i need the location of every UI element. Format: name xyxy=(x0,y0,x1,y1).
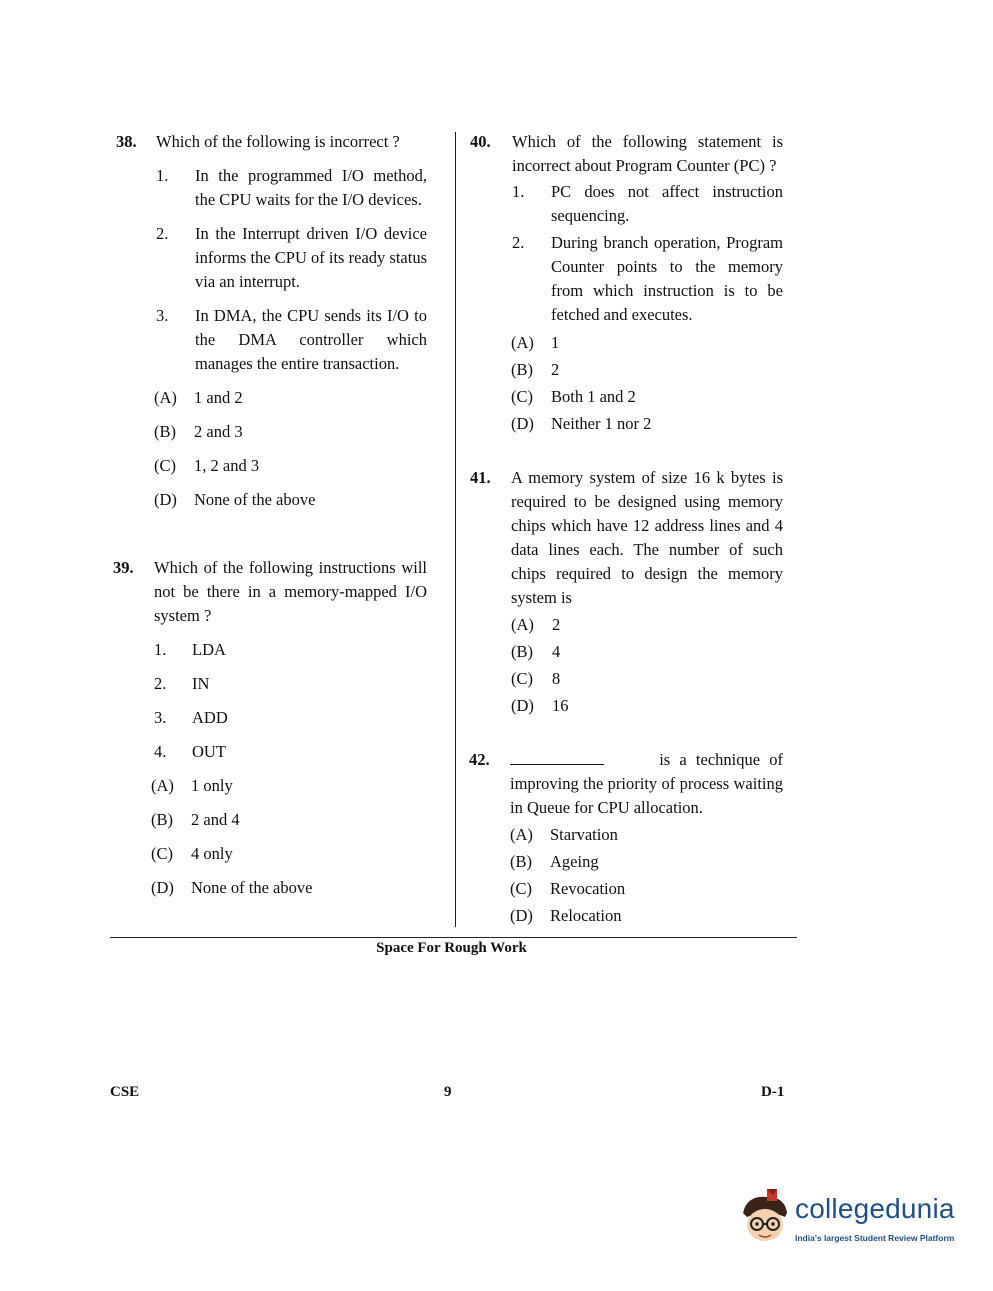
instruction-item: 1. LDA xyxy=(154,640,226,659)
question-number: 38. xyxy=(116,132,137,151)
answer-option[interactable]: (A) 2 xyxy=(511,615,561,634)
answer-option[interactable]: (D) 16 xyxy=(511,696,569,715)
brand-name: collegedunia xyxy=(795,1193,955,1224)
question-number: 41. xyxy=(470,468,491,487)
question-text: Which of the following statement is incorrect about Program Counter (PC) ? xyxy=(512,132,783,175)
answer-option[interactable]: (B) 4 xyxy=(511,642,561,661)
answer-option[interactable]: (C) 4 only xyxy=(151,844,233,863)
instruction-item: 4. OUT xyxy=(154,742,226,761)
answer-option[interactable]: (B) 2 and 3 xyxy=(154,422,243,441)
rough-work-rule xyxy=(110,937,797,938)
left-column xyxy=(113,130,427,900)
statement-item: 1. In the programmed I/O method, the CPU waits for the I/O devices. xyxy=(156,166,427,209)
answer-option[interactable]: (B) 2 xyxy=(511,360,560,379)
answer-option[interactable]: (D) None of the above xyxy=(154,490,316,509)
fill-blank xyxy=(510,750,604,765)
answer-option[interactable]: (C) 8 xyxy=(511,669,561,688)
statement-item: 2. During branch operation, Program Counter points to the memory from which instruction is to be fetched and executes. xyxy=(512,233,783,324)
question-number: 39. xyxy=(113,558,134,577)
footer-subject: CSE xyxy=(110,1084,140,1100)
instruction-item: 3. ADD xyxy=(154,708,228,727)
column-divider xyxy=(455,132,456,927)
statement-item: 1. PC does not affect instruction sequencing. xyxy=(512,182,783,225)
collegedunia-logo xyxy=(737,1187,962,1257)
instruction-item: 2. IN xyxy=(154,674,210,693)
answer-option[interactable]: (A) Starvation xyxy=(510,825,618,844)
question-text: Which of the following is incorrect ? xyxy=(156,132,400,151)
answer-option[interactable]: (C) Both 1 and 2 xyxy=(511,387,636,406)
answer-option[interactable]: (A) 1 only xyxy=(151,776,233,795)
answer-option[interactable]: (D) Relocation xyxy=(510,906,622,925)
statement-item: 3. In DMA, the CPU sends its I/O to the DMA controller which manages the entire transaction. xyxy=(156,306,427,373)
question-39 xyxy=(113,556,427,900)
answer-option[interactable]: (A) 1 and 2 xyxy=(154,388,243,407)
question-text: Which of the following instructions will not be there in a memory-mapped I/O system ? xyxy=(154,558,427,625)
question-text: A memory system of size 16 k bytes is required to be designed using memory chips which have 12 address lines and 4 data lines each. The number of such chips required to design the memory system is xyxy=(511,468,783,607)
brand-tagline: India's largest Student Review Platform xyxy=(795,1233,955,1243)
statement-item: 2. In the Interrupt driven I/O device informs the CPU of its ready status via an interrupt. xyxy=(156,224,427,291)
right-column xyxy=(470,130,783,928)
question-40 xyxy=(470,130,783,436)
rough-work-label: Space For Rough Work xyxy=(376,940,527,956)
answer-option[interactable]: (D) Neither 1 nor 2 xyxy=(511,414,652,433)
answer-option[interactable]: (A) 1 xyxy=(511,333,560,352)
question-42 xyxy=(469,748,783,928)
footer-code: D-1 xyxy=(761,1084,785,1100)
answer-option[interactable]: (B) 2 and 4 xyxy=(151,810,240,829)
mascot-icon xyxy=(737,1187,793,1251)
question-number: 40. xyxy=(470,132,491,151)
answer-option[interactable]: (C) 1, 2 and 3 xyxy=(154,456,260,475)
question-41 xyxy=(470,466,783,718)
question-38 xyxy=(116,130,427,512)
footer-page-number: 9 xyxy=(444,1084,452,1100)
question-text: is a technique of improving the priority of process waiting in Queue for CPU allocation. xyxy=(510,750,783,817)
answer-option[interactable]: (D) None of the above xyxy=(151,878,313,897)
question-number: 42. xyxy=(469,750,490,769)
answer-option[interactable]: (C) Revocation xyxy=(510,879,626,898)
answer-option[interactable]: (B) Ageing xyxy=(510,852,599,871)
